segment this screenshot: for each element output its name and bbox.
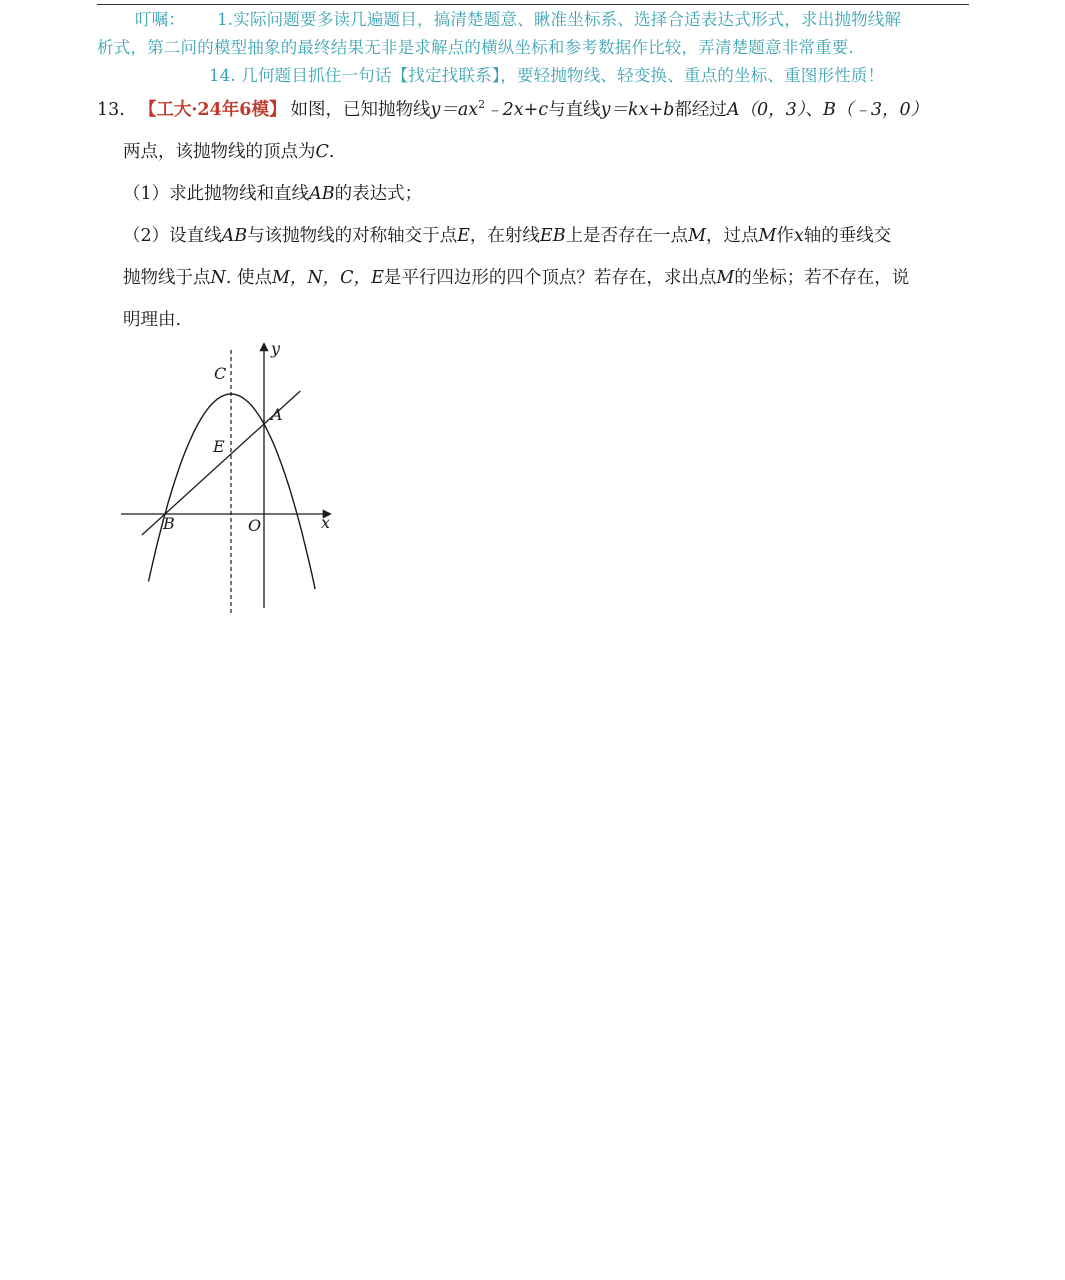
text: 的表达式； (334, 184, 423, 204)
math: x (793, 226, 804, 246)
label-a: A (271, 405, 283, 424)
reminder-item-2: 14. 几何题目抓住一句话【找定找联系】，要轻抛物线、轻变换、重点的坐标、重图形性质！ (209, 66, 885, 85)
label-c: C (214, 364, 227, 383)
math: E (457, 226, 470, 246)
question-part-1 (123, 180, 1003, 208)
figure-svg (118, 338, 338, 618)
text: （1）求此抛物线和直线 (123, 184, 310, 204)
reminder-item-1-cont: 析式，第二问的模型抽象的最终结果无非是求解点的横纵坐标和参考数据作比较，弄清楚题意非常重要. (97, 38, 854, 57)
reminder-line-3 (97, 62, 969, 90)
math: AB (221, 226, 248, 246)
text: 如图，已知抛物线 (290, 100, 431, 120)
point-a: A（0，3） (726, 100, 806, 120)
reminder-line-1 (97, 6, 969, 34)
text: 、 (805, 100, 824, 120)
point-b: B（﹣3，0） (823, 100, 929, 120)
text: ，过点 (705, 226, 759, 246)
math: M (716, 268, 735, 288)
text: 都经过 (674, 100, 727, 120)
question-line-2 (123, 138, 1003, 166)
text: ，在射线 (469, 226, 540, 246)
math: M (758, 226, 777, 246)
question-number: 13. (97, 100, 125, 120)
parabola-curve (149, 394, 316, 589)
text: . (328, 142, 335, 162)
text: 的坐标；若不存在，说 (734, 268, 910, 288)
math: N (210, 268, 226, 288)
text: 上是否存在一点 (565, 226, 689, 246)
math: y (430, 100, 441, 120)
text: 是平行四边形的四个顶点？若存在，求出点 (383, 268, 717, 288)
label-y: y (271, 339, 281, 358)
text: 轴的垂线交 (803, 226, 892, 246)
text: 与该抛物线的对称轴交于点 (247, 226, 458, 246)
text: . 使点 (225, 268, 272, 288)
math: C (315, 142, 329, 162)
label-b: B (163, 514, 175, 533)
question-source: 【工大·24年6模】 (138, 100, 287, 120)
text: （2）设直线 (123, 226, 222, 246)
label-e: E (213, 437, 225, 456)
math: AB (309, 184, 335, 204)
parabola-figure (118, 338, 338, 618)
reminder-label: 叮嘱： (135, 10, 186, 29)
question-line-1 (97, 96, 977, 124)
question-part-2-line-3 (123, 306, 1003, 334)
label-o: O (248, 516, 262, 535)
text: 与直线 (548, 100, 601, 120)
math: y＝kx+b (600, 100, 675, 120)
text: 两点，该抛物线的顶点为 (123, 142, 316, 162)
text: 抛物线于点 (123, 268, 211, 288)
question-part-2-line-1 (123, 222, 1003, 250)
math: ﹣2x+c (485, 100, 549, 120)
math: M (688, 226, 706, 246)
reminder-item-1: 1.实际问题要多读几遍题目，搞清楚题意、瞅准坐标系、选择合适表达式形式，求出抛物线解 (217, 10, 902, 29)
header-rule (97, 4, 969, 5)
question-part-2-line-2 (123, 264, 1003, 292)
reminder-line-2 (97, 34, 969, 62)
math: M，N，C，E (271, 268, 384, 288)
text: 明理由. (123, 310, 182, 330)
math-exponent: 2 (478, 98, 486, 112)
text: 作 (776, 226, 794, 246)
label-x: x (321, 513, 331, 532)
math: ＝ax (440, 100, 479, 120)
math: EB (539, 226, 566, 246)
